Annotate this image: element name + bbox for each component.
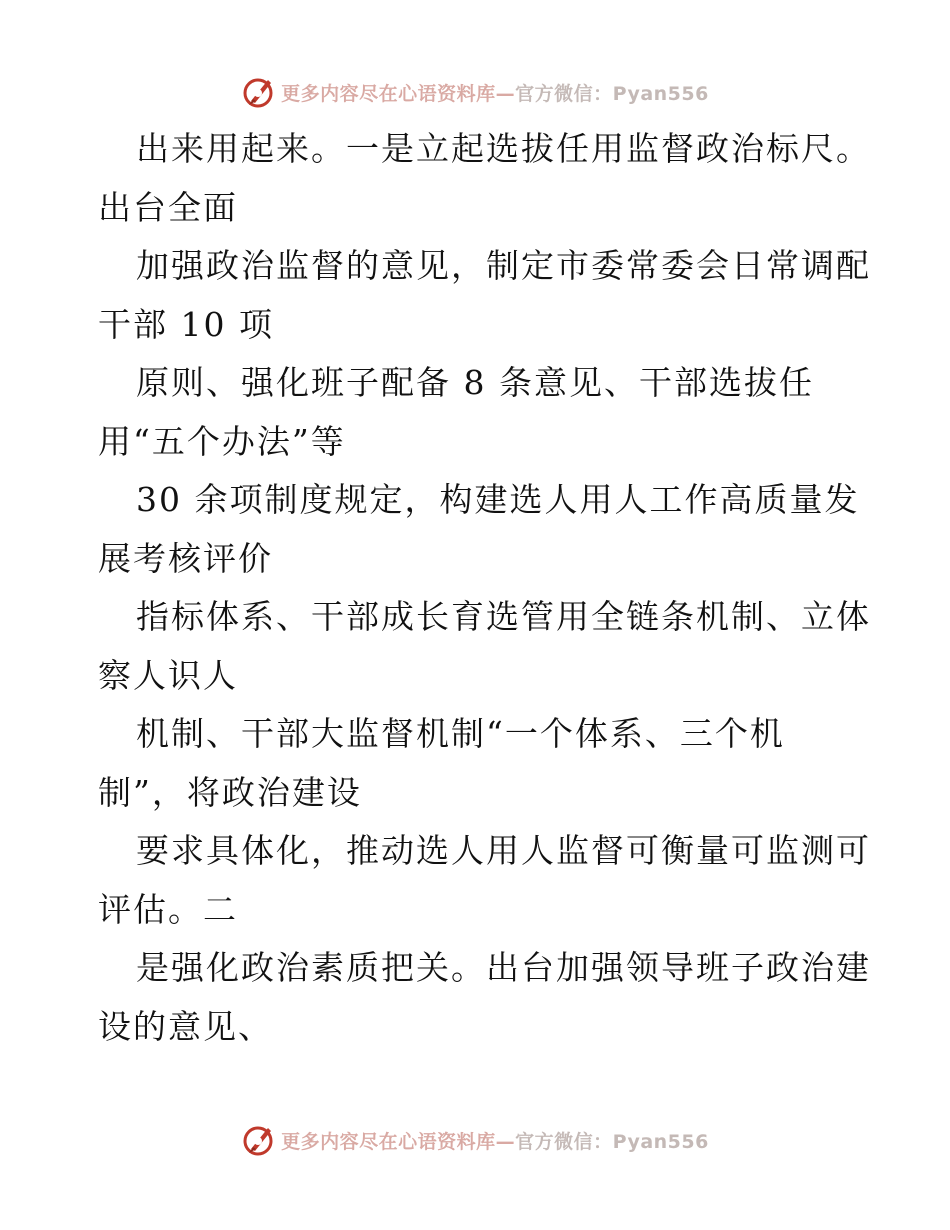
text-line: 制”，将政治建设 xyxy=(98,772,362,812)
text-line: 机制、干部大监督机制“一个体系、三个机 xyxy=(136,714,785,753)
text-line: 出来用起来。一是立起选拔任用监督政治标尺。 xyxy=(136,129,871,168)
text-line: 干部 10 项 xyxy=(98,304,274,344)
quill-pen-logo-icon xyxy=(241,1122,277,1158)
text-line: 展考核评价 xyxy=(98,538,273,578)
footer-watermark-banner xyxy=(0,1118,950,1162)
document-body xyxy=(98,120,871,1056)
text-line: 原则、强化班子配备 8 条意见、干部选拔任 xyxy=(136,363,814,402)
text-line: 加强政治监督的意见，制定市委常委会日常调配 xyxy=(136,246,871,285)
banner-text: 更多内容尽在心语资料库—官方微信：Pyan556 xyxy=(281,82,709,105)
text-line: 出台全面 xyxy=(98,187,238,227)
text-line: 设的意见、 xyxy=(98,1006,273,1046)
text-line: 察人识人 xyxy=(98,655,238,695)
banner-text: 更多内容尽在心语资料库—官方微信：Pyan556 xyxy=(281,1130,709,1153)
quill-pen-logo-icon xyxy=(241,74,277,110)
text-line: 是强化政治素质把关。出台加强领导班子政治建 xyxy=(136,948,871,987)
header-watermark-banner xyxy=(0,70,950,114)
text-line: 30 余项制度规定，构建选人用人工作高质量发 xyxy=(136,480,860,519)
text-line: 指标体系、干部成长育选管用全链条机制、立体 xyxy=(136,597,871,636)
text-line: 要求具体化，推动选人用人监督可衡量可监测可 xyxy=(136,831,871,870)
text-line: 用“五个办法”等 xyxy=(98,421,346,461)
text-line: 评估。二 xyxy=(98,889,238,929)
